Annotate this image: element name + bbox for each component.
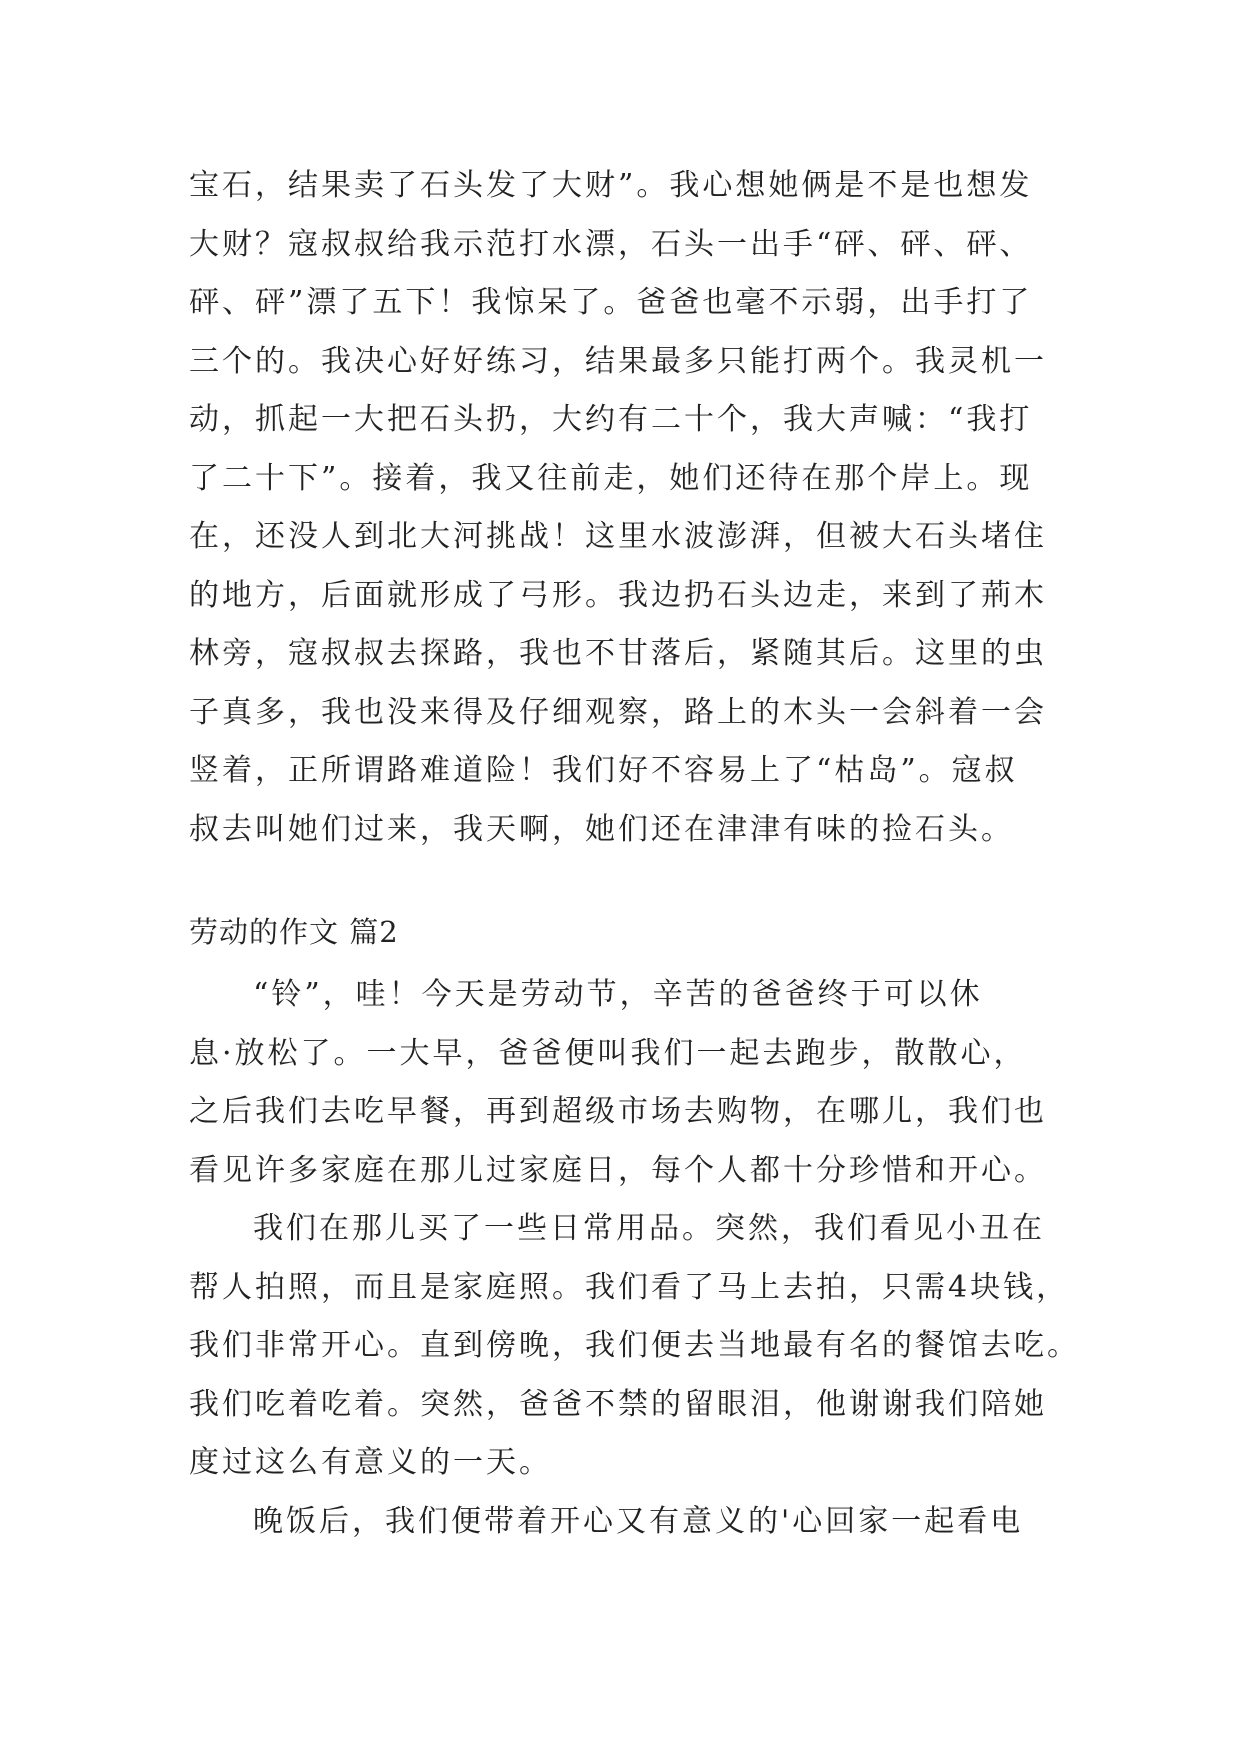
paragraph-line: 帮人拍照，而且是家庭照。我们看了马上去拍，只需4块钱，	[189, 1269, 1070, 1305]
essay-paragraph-3	[189, 1493, 1089, 1552]
paragraph-line: 叔去叫她们过来，我天啊，她们还在津津有味的捡石头。	[189, 811, 1014, 847]
paragraph-line: 的地方，后面就形成了弓形。我边扔石头边走，来到了荊木	[189, 577, 1047, 613]
continued-paragraph	[189, 157, 1089, 859]
paragraph-line: 大财？寇叔叔给我示范打水漂，石头一出手“砰、砰、砰、	[189, 226, 1033, 262]
paragraph-line: 息·放松了。一大早，爸爸便叫我们一起去跑步，散散心，	[189, 1035, 1027, 1071]
paragraph-line: 度过这么有意义的一天。	[189, 1445, 552, 1480]
paragraph-line: 之后我们去吃早餐，再到超级市场去购物，在哪儿，我们也	[189, 1094, 1047, 1129]
paragraph-line: 砰、砰”漂了五下！我惊呆了。爸爸也毫不示弱，出手打了	[189, 285, 1033, 320]
paragraph-line: 子真多，我也没来得及仔细观察，路上的木头一会斜着一会	[189, 694, 1047, 730]
paragraph-line: 三个的。我决心好好练习，结果最多只能打两个。我灵机一	[189, 343, 1047, 379]
paragraph-line: 竖着，正所谓路难道险！我们好不容易上了“枯岛”。寇叔	[189, 753, 1018, 788]
paragraph-line: 了二十下”。接着，我又往前走，她们还待在那个岸上。现	[189, 460, 1033, 496]
paragraph-line: 我们在那儿买了一些日常用品。突然，我们看见小丑在	[253, 1211, 1045, 1246]
paragraph-line: 我们非常开心。直到傍晚，我们便去当地最有名的餐馆去吃。	[189, 1328, 1080, 1363]
paragraph-line: 在，还没人到北大河挑战！这里水波澎湃，但被大石头堵住	[189, 519, 1047, 554]
essay-paragraph-1	[189, 966, 1089, 1200]
paragraph-line: 林旁，寇叔叔去探路，我也不甘落后，紧随其后。这里的虫	[189, 636, 1047, 671]
paragraph-line: 看见许多家庭在那儿过家庭日，每个人都十分珍惜和开心。	[189, 1152, 1047, 1188]
section-heading: 劳动的作文 篇2	[189, 915, 399, 949]
paragraph-line: 宝石，结果卖了石头发了大财”。我心想她俩是不是也想发	[189, 168, 1033, 203]
paragraph-line: “铃”，哇！今天是劳动节，辛苦的爸爸终于可以休	[253, 977, 983, 1012]
paragraph-line: 动，抓起一大把石头扔，大约有二十个，我大声喊：“我打	[189, 402, 1033, 437]
essay-paragraph-2	[189, 1200, 1089, 1493]
paragraph-line: 晚饭后，我们便带着开心又有意义的'心回家一起看电	[253, 1503, 1024, 1539]
essay-body	[189, 966, 1089, 1551]
paragraph-line: 我们吃着吃着。突然，爸爸不禁的留眼泪，他谢谢我们陪她	[189, 1386, 1047, 1422]
